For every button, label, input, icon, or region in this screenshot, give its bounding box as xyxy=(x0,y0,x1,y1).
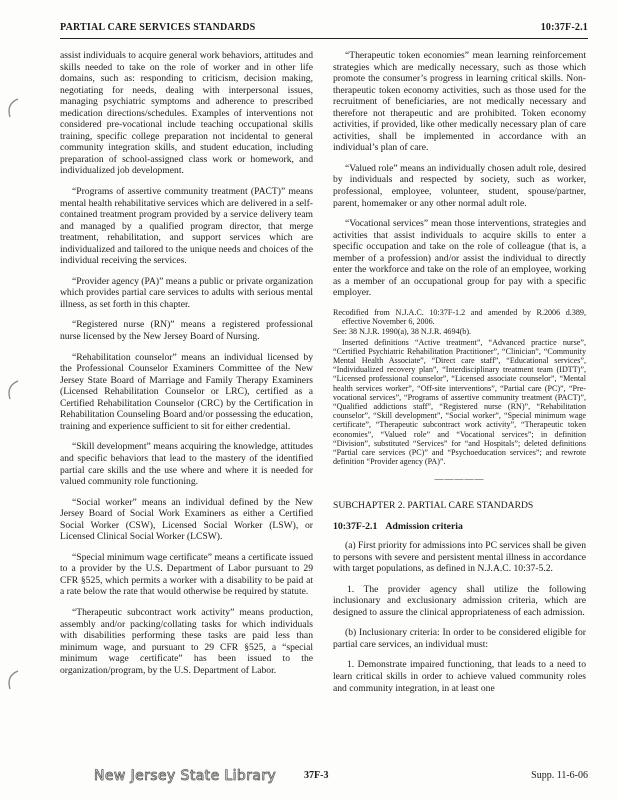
paragraph-a: (a) First priority for admissions into PC services shall be given to persons with severe and persistent mental illness in accordance with target populations, as defined in N.J.A.C. 10:37-5.2. xyxy=(333,540,586,575)
definition-valued-role: “Valued role” means an individually chosen adult role, desired by individuals and respected by society, such as worker, professional, employee, volunteer, student, spouse/partner, parent, homemaker or any other normal adult role. xyxy=(333,162,586,209)
punch-hole-mark xyxy=(2,378,22,402)
page-number: 37F-3 xyxy=(304,770,329,781)
punch-hole-mark xyxy=(2,96,22,120)
section-title: Admission criteria xyxy=(385,521,463,533)
header-section: 10:37F-2.1 xyxy=(540,22,588,33)
definition-pact: “Programs of assertive community treatment (PACT)” means mental health rehabilitative services which are delivered in a self-contained treatment program provided by a service delivery team and managed by a qualified program director, that merge treatment, rehabilitation, and support services which are individualized and tailored to the unique needs and choices of the individual receiving the services. xyxy=(60,186,313,267)
paragraph-a-1: 1. The provider agency shall utilize the following inclusionary and exclusionary admission criteria, which are designed to assure the clinical appropriateness of each admission. xyxy=(333,583,586,618)
left-column xyxy=(60,50,313,685)
definition-rehabilitation-counselor: “Rehabilitation counselor” means an individual licensed by the Professional Counselor Examiners Committee of the New Jersey State Board of Marriage and Family Therapy Examiners (Licensed Rehabilitation Counselor or LRC), certified as a Certified Rehabilitation Counselor (CRC) by the Certification in Rehabilitation Counseling Board and/or possessing the education, training and experience sufficient to sit for either credential. xyxy=(60,351,313,432)
definition-therapeutic-subcontract: “Therapeutic subcontract work activity” means production, assembly and/or packing/collating tasks for which individuals with disabilities performing these tasks are paid less than minimum wage, and pursuant to 29 CFR §525, a “special minimum wage certificate” has been issued to the organization/program, by the U.S. Department of Labor. xyxy=(60,606,313,676)
subchapter-heading: SUBCHAPTER 2. PARTIAL CARE STANDARDS xyxy=(333,499,534,511)
definition-therapeutic-token: “Therapeutic token economies” mean learning reinforcement strategies which are medically necessary, such as those which promote the consumer’s progress in learning critical skills. Non-therapeutic token economy activities, such as those used for the recruitment of beneficiaries, are not medically necessary and therefore not therapeutic and are prohibited. Token economy activities, if provided, like other medically necessary plan of care activities, shall be implemented in accordance with an individual’s plan of care. xyxy=(333,50,586,154)
definition-vocational-services: “Vocational services” mean those interventions, strategies and activities that assist individuals to acquire skills to enter a specific occupation and take on the role of colleague (that is, a member of a profession) and/or assist the individual to directly enter the workforce and take on the role of an employee, working as a member of an occupational group for pay with a specific employer. xyxy=(333,218,586,299)
header-rule xyxy=(60,38,588,39)
definition-provider-agency: “Provider agency (PA)” means a public or private organization which provides partial care services to adults with serious mental illness, as set forth in this chapter. xyxy=(60,275,313,310)
history-recodified: Recodified from N.J.A.C. 10:37F-1.2 and amended by R.2006 d.389, effective November 6, 2006. xyxy=(333,307,586,327)
definition-registered-nurse: “Registered nurse (RN)” means a registered professional nurse licensed by the New Jersey Board of Nursing. xyxy=(60,319,313,343)
history-see: See: 38 N.J.R. 1990(a), 38 N.J.R. 4694(b). xyxy=(333,327,472,337)
section-number: 10:37F-2.1 xyxy=(333,521,378,533)
header-title: PARTIAL CARE SERVICES STANDARDS xyxy=(60,22,256,33)
definition-special-minimum-wage: “Special minimum wage certificate” means a certificate issued to a provider by the U.S. Department of Labor pursuant to 29 CFR §525, which permits a worker with a disability to be paid at a rate below the rate that would otherwise be required by statute. xyxy=(60,551,313,598)
paragraph: assist individuals to acquire general work behaviors, attitudes and skills needed to take on the role of worker and in other life domains, such as: responding to criticism, decision making, negotiating for needs, dealing with interpersonal issues, managing psychiatric symptoms and adherence to prescribed medication directions/schedules. Examples of interventions not considered pre-vocational include teaching occupational skills training, specific college preparation not incidental to general community integration skills, and student education, including preparation of school-assigned class work or homework, and individualized job development. xyxy=(60,50,313,177)
history-note xyxy=(333,308,586,466)
library-watermark: New Jersey State Library xyxy=(94,768,277,784)
right-column xyxy=(333,50,586,703)
history-amendments: Inserted definitions “Active treatment”, “Advanced practice nurse”, “Certified Psychiatric Rehabilitation Practitioner”, “Clinician”, “Community Mental Health Associate”, “Direct care staff”, “Educational services”, “Individualized recovery plan”, “Interdisciplinary treatment team (IDTT)”, “Licensed professional counselor”, “Licensed associate counselor”, “Mental health services worker”, “Off-site interventions”, “Partial care (PC)”, “Pre-vocational services”, “Programs of assertive community treatment (PACT)”, “Qualified addictions staff”, “Registered nurse (RN)”, “Rehabilitation counselor”, “Skill development”, “Social worker”, “Special minimum wage certificate”, “Therapeutic subcontract work activity”, “Therapeutic token economies”, “Valued role” and “Vocational services”; in definition “Division”, substituted “Services” for “and Hospitals”; deleted definitions “Partial care services (PC)” and “Psychoeducation services”; and rewrote definition “Provider agency (PA)”. xyxy=(333,337,586,467)
paragraph-b-1: 1. Demonstrate impaired functioning, that leads to a need to learn critical skills in order to achieve valued community roles and community integration, in at least one xyxy=(333,659,586,694)
definition-social-worker: “Social worker” means an individual defined by the New Jersey Board of Social Work Examiners as either a Certified Social Worker (CSW), Licensed Social Worker (LSW), or Licensed Clinical Social Worker (LCSW). xyxy=(60,496,313,543)
running-header xyxy=(60,22,588,38)
section-separator: ————— xyxy=(434,474,485,485)
supplement-date: Supp. 11-6-06 xyxy=(531,770,588,781)
definition-skill-development: “Skill development” means acquiring the knowledge, attitudes and specific behaviors that lead to the mastery of the identified partial care skills and the use where and where it is needed for valued community role functioning. xyxy=(60,441,313,488)
punch-hole-mark xyxy=(2,668,22,692)
section-heading xyxy=(333,521,586,533)
paragraph-b: (b) Inclusionary criteria: In order to be considered eligible for partial care services, an individual must: xyxy=(333,627,586,650)
page-footer xyxy=(60,768,588,786)
